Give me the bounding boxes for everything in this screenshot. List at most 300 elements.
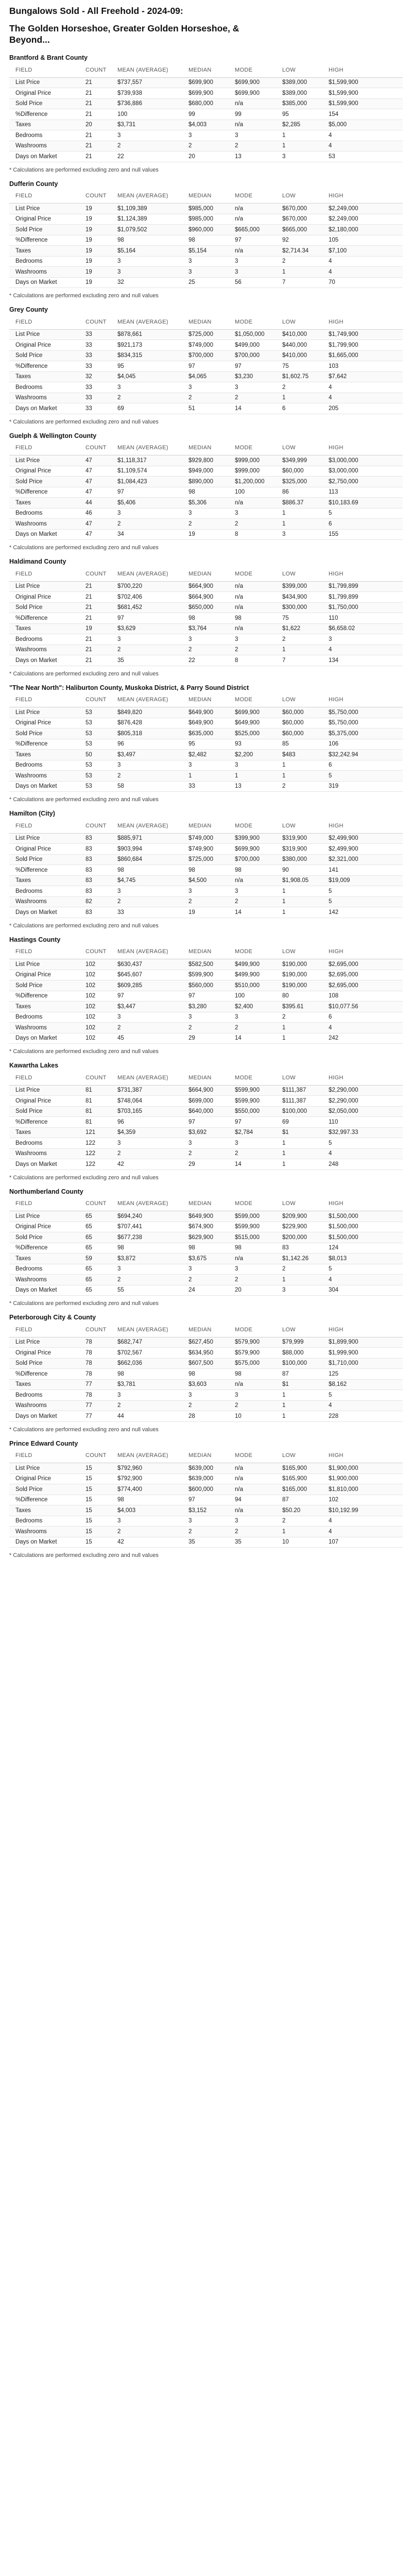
cell-median: $649,900 (182, 707, 229, 718)
cell-high: $3,000,000 (322, 466, 403, 477)
cell-mean: $860,684 (111, 854, 182, 865)
cell-mode: 8 (229, 529, 276, 540)
cell-mean: $702,406 (111, 592, 182, 603)
cell-count: 21 (79, 634, 111, 645)
cell-mode: $499,900 (229, 959, 276, 970)
column-header-low: LOW (276, 1323, 322, 1337)
column-header-median: MEDIAN (182, 567, 229, 581)
cell-low: 2 (276, 382, 322, 393)
cell-mean: 3 (111, 382, 182, 393)
cell-mode: 97 (229, 235, 276, 246)
cell-low: 69 (276, 1117, 322, 1128)
cell-mean: 2 (111, 896, 182, 907)
column-header-mean: MEAN (AVERAGE) (111, 441, 182, 455)
cell-low: 92 (276, 235, 322, 246)
cell-count: 78 (79, 1358, 111, 1369)
cell-mean: 3 (111, 634, 182, 645)
cell-mean: $1,079,502 (111, 225, 182, 235)
cell-high: 248 (322, 1159, 403, 1170)
cell-mean: $774,400 (111, 1484, 182, 1495)
cell-field: List Price (9, 1085, 79, 1096)
cell-mean: $1,084,423 (111, 477, 182, 487)
cell-mean: $1,109,389 (111, 204, 182, 214)
cell-mean: 3 (111, 130, 182, 141)
county-section (9, 432, 403, 552)
column-header-median: MEDIAN (182, 63, 229, 77)
column-header-count: COUNT (79, 1071, 111, 1085)
cell-low: 2 (276, 781, 322, 792)
cell-high: 304 (322, 1285, 403, 1296)
column-header-count: COUNT (79, 1449, 111, 1463)
cell-field: List Price (9, 455, 79, 466)
cell-field: Washrooms (9, 1527, 79, 1537)
cell-low: 1 (276, 760, 322, 771)
cell-field: Sold Price (9, 1358, 79, 1369)
cell-mean: 100 (111, 109, 182, 120)
table-row (9, 760, 403, 771)
cell-mean: 35 (111, 655, 182, 666)
cell-field: List Price (9, 1211, 79, 1222)
cell-mode: $599,000 (229, 1211, 276, 1222)
cell-low: $385,000 (276, 98, 322, 109)
column-header-mode: MODE (229, 1449, 276, 1463)
cell-mean: 3 (111, 1012, 182, 1023)
cell-low: 1 (276, 771, 322, 782)
column-header-mode: MODE (229, 189, 276, 204)
column-header-mode: MODE (229, 315, 276, 329)
cell-median: $5,154 (182, 246, 229, 257)
cell-median: 1 (182, 771, 229, 782)
column-header-high: HIGH (322, 945, 403, 959)
cell-mean: $4,003 (111, 1505, 182, 1516)
cell-mode: n/a (229, 120, 276, 130)
cell-low: $88,000 (276, 1348, 322, 1359)
stats-table (9, 1071, 403, 1170)
table-row (9, 98, 403, 109)
cell-low: $410,000 (276, 350, 322, 361)
cell-low: $380,000 (276, 854, 322, 865)
cell-field: Days on Market (9, 907, 79, 918)
table-row (9, 246, 403, 257)
cell-high: $2,290,000 (322, 1096, 403, 1107)
cell-median: $560,000 (182, 980, 229, 991)
table-row (9, 970, 403, 980)
table-row (9, 1033, 403, 1044)
county-name: Prince Edward County (9, 1439, 78, 1447)
cell-median: $985,000 (182, 214, 229, 225)
table-row (9, 1023, 403, 1033)
cell-median: 3 (182, 382, 229, 393)
cell-low: 3 (276, 1285, 322, 1296)
cell-mode: 2 (229, 1275, 276, 1285)
cell-count: 83 (79, 875, 111, 886)
table-row (9, 739, 403, 750)
cell-high: 5 (322, 896, 403, 907)
cell-low: $190,000 (276, 959, 322, 970)
cell-high: $2,290,000 (322, 1085, 403, 1096)
cell-mode: 14 (229, 1033, 276, 1044)
table-row (9, 350, 403, 361)
county-section (9, 1439, 403, 1560)
cell-mode: n/a (229, 875, 276, 886)
cell-count: 46 (79, 508, 111, 519)
cell-mode: $599,900 (229, 1085, 276, 1096)
table-row (9, 1505, 403, 1516)
cell-field: Sold Price (9, 728, 79, 739)
cell-count: 44 (79, 498, 111, 509)
cell-field: Original Price (9, 1096, 79, 1107)
column-header-median: MEDIAN (182, 1071, 229, 1085)
cell-high: $8,162 (322, 1379, 403, 1390)
footnote: * Calculations are performed excluding zero and null values (9, 1426, 159, 1433)
cell-low: $1 (276, 1127, 322, 1138)
table-row (9, 1516, 403, 1527)
cell-count: 102 (79, 1012, 111, 1023)
column-header-count: COUNT (79, 1323, 111, 1337)
cell-mean: $3,731 (111, 120, 182, 130)
table-row (9, 235, 403, 246)
cell-count: 15 (79, 1473, 111, 1484)
cell-mode: $499,900 (229, 970, 276, 980)
cell-median: 25 (182, 277, 229, 288)
table-row (9, 1358, 403, 1369)
cell-low: 2 (276, 1516, 322, 1527)
cell-count: 47 (79, 487, 111, 498)
column-header-mode: MODE (229, 819, 276, 833)
cell-count: 65 (79, 1211, 111, 1222)
cell-count: 83 (79, 833, 111, 844)
cell-high: $2,499,900 (322, 844, 403, 855)
cell-mean: $4,359 (111, 1127, 182, 1138)
cell-count: 21 (79, 88, 111, 99)
column-header-field: FIELD (9, 1323, 79, 1337)
table-row (9, 875, 403, 886)
cell-low: 2 (276, 634, 322, 645)
cell-median: 29 (182, 1159, 229, 1170)
cell-count: 78 (79, 1369, 111, 1380)
cell-high: $1,799,900 (322, 340, 403, 351)
cell-mode: $515,000 (229, 1232, 276, 1243)
cell-count: 122 (79, 1159, 111, 1170)
cell-mean: 34 (111, 529, 182, 540)
cell-low: $410,000 (276, 329, 322, 340)
cell-high: 70 (322, 277, 403, 288)
cell-high: 154 (322, 109, 403, 120)
cell-high: 5 (322, 771, 403, 782)
table-row (9, 109, 403, 120)
cell-count: 77 (79, 1411, 111, 1422)
cell-high: $1,500,000 (322, 1211, 403, 1222)
table-row (9, 907, 403, 918)
cell-low: $60,000 (276, 466, 322, 477)
cell-mode: 3 (229, 1012, 276, 1023)
cell-mean: $700,220 (111, 581, 182, 592)
cell-high: 4 (322, 1527, 403, 1537)
cell-count: 19 (79, 267, 111, 278)
cell-field: Bedrooms (9, 382, 79, 393)
cell-count: 53 (79, 739, 111, 750)
cell-mode: 98 (229, 1369, 276, 1380)
cell-mode: $649,900 (229, 718, 276, 728)
cell-field: Days on Market (9, 781, 79, 792)
cell-low: $2,285 (276, 120, 322, 130)
cell-median: $4,500 (182, 875, 229, 886)
cell-field: Bedrooms (9, 1264, 79, 1275)
cell-mode: 14 (229, 403, 276, 414)
column-header-mode: MODE (229, 1323, 276, 1337)
cell-high: $2,695,000 (322, 959, 403, 970)
column-header-high: HIGH (322, 315, 403, 329)
cell-median: 20 (182, 151, 229, 162)
cell-high: $19,009 (322, 875, 403, 886)
cell-field: Taxes (9, 1002, 79, 1012)
cell-mode: 2 (229, 896, 276, 907)
cell-mean: 69 (111, 403, 182, 414)
cell-median: 97 (182, 991, 229, 1002)
cell-low: $389,000 (276, 77, 322, 88)
cell-field: Sold Price (9, 854, 79, 865)
cell-median: 2 (182, 141, 229, 151)
cell-median: $664,900 (182, 1085, 229, 1096)
column-header-field: FIELD (9, 693, 79, 707)
table-row (9, 833, 403, 844)
cell-mean: $3,781 (111, 1379, 182, 1390)
cell-field: %Difference (9, 1117, 79, 1128)
cell-low: $200,000 (276, 1232, 322, 1243)
cell-mean: $885,971 (111, 833, 182, 844)
column-header-count: COUNT (79, 945, 111, 959)
cell-field: Sold Price (9, 602, 79, 613)
cell-median: $627,450 (182, 1337, 229, 1348)
cell-count: 122 (79, 1138, 111, 1149)
table-row (9, 1148, 403, 1159)
cell-field: Original Price (9, 1473, 79, 1484)
cell-count: 21 (79, 109, 111, 120)
cell-count: 102 (79, 980, 111, 991)
cell-low: 1 (276, 886, 322, 897)
column-header-count: COUNT (79, 819, 111, 833)
cell-low: $79,999 (276, 1337, 322, 1348)
cell-median: $3,603 (182, 1379, 229, 1390)
table-row (9, 340, 403, 351)
table-row (9, 393, 403, 403)
cell-mode: 2 (229, 1400, 276, 1411)
cell-mode: 98 (229, 613, 276, 624)
table-row (9, 120, 403, 130)
cell-low: $1,622 (276, 623, 322, 634)
county-name: Hastings County (9, 936, 61, 943)
cell-median: $4,003 (182, 120, 229, 130)
cell-mean: $645,607 (111, 970, 182, 980)
column-header-high: HIGH (322, 693, 403, 707)
cell-mean: 42 (111, 1159, 182, 1170)
cell-high: 5 (322, 886, 403, 897)
cell-field: %Difference (9, 1369, 79, 1380)
column-header-low: LOW (276, 189, 322, 204)
cell-low: $670,000 (276, 214, 322, 225)
stats-table (9, 441, 403, 540)
cell-low: $111,387 (276, 1085, 322, 1096)
cell-high: 108 (322, 991, 403, 1002)
cell-high: $8,013 (322, 1253, 403, 1264)
cell-median: $749,000 (182, 340, 229, 351)
cell-high: 5 (322, 508, 403, 519)
cell-high: 103 (322, 361, 403, 372)
cell-count: 102 (79, 1002, 111, 1012)
cell-low: 87 (276, 1369, 322, 1380)
cell-mode: n/a (229, 1463, 276, 1474)
cell-mode: $700,000 (229, 350, 276, 361)
cell-mode: n/a (229, 1505, 276, 1516)
cell-median: 98 (182, 235, 229, 246)
table-row (9, 1495, 403, 1505)
cell-low: 1 (276, 1390, 322, 1401)
footnote: * Calculations are performed excluding zero and null values (9, 1048, 159, 1055)
cell-high: 4 (322, 267, 403, 278)
column-header-high: HIGH (322, 1197, 403, 1211)
cell-mean: 2 (111, 1400, 182, 1411)
cell-median: 3 (182, 634, 229, 645)
cell-median: 2 (182, 1148, 229, 1159)
table-header-row (9, 63, 403, 77)
cell-median: $3,764 (182, 623, 229, 634)
table-row (9, 1243, 403, 1253)
cell-field: Bedrooms (9, 634, 79, 645)
cell-field: List Price (9, 1337, 79, 1348)
column-header-count: COUNT (79, 1197, 111, 1211)
cell-mean: $878,661 (111, 329, 182, 340)
column-header-median: MEDIAN (182, 693, 229, 707)
column-header-low: LOW (276, 1071, 322, 1085)
cell-mean: 98 (111, 1495, 182, 1505)
cell-median: 3 (182, 508, 229, 519)
footnote: * Calculations are performed excluding zero and null values (9, 796, 159, 803)
cell-count: 33 (79, 382, 111, 393)
cell-median: $582,500 (182, 959, 229, 970)
cell-median: $749,000 (182, 833, 229, 844)
cell-field: Days on Market (9, 1285, 79, 1296)
cell-count: 78 (79, 1337, 111, 1348)
cell-mode: 3 (229, 1516, 276, 1527)
column-header-count: COUNT (79, 567, 111, 581)
cell-median: 98 (182, 487, 229, 498)
cell-mode: n/a (229, 204, 276, 214)
cell-count: 83 (79, 907, 111, 918)
cell-mode: $665,000 (229, 225, 276, 235)
cell-median: $725,000 (182, 854, 229, 865)
cell-mean: 2 (111, 1527, 182, 1537)
cell-high: 205 (322, 403, 403, 414)
cell-low: 75 (276, 613, 322, 624)
cell-low: $1,908.05 (276, 875, 322, 886)
cell-field: Sold Price (9, 477, 79, 487)
county-name: Brantford & Brant County (9, 54, 88, 61)
table-row (9, 655, 403, 666)
cell-mean: 44 (111, 1411, 182, 1422)
cell-median: 3 (182, 267, 229, 278)
table-header-row (9, 693, 403, 707)
cell-mean: $1,109,574 (111, 466, 182, 477)
cell-low: 7 (276, 655, 322, 666)
cell-field: Bedrooms (9, 256, 79, 267)
cell-field: %Difference (9, 739, 79, 750)
table-row (9, 886, 403, 897)
cell-field: Washrooms (9, 896, 79, 907)
cell-high: $5,750,000 (322, 707, 403, 718)
cell-mode: $550,000 (229, 1106, 276, 1117)
cell-mean: 3 (111, 508, 182, 519)
table-row (9, 1473, 403, 1484)
cell-low: $190,000 (276, 970, 322, 980)
cell-field: Bedrooms (9, 1012, 79, 1023)
cell-median: 97 (182, 1117, 229, 1128)
cell-mode: 3 (229, 130, 276, 141)
cell-median: $650,000 (182, 602, 229, 613)
cell-mean: 97 (111, 613, 182, 624)
table-row (9, 130, 403, 141)
cell-count: 53 (79, 718, 111, 728)
cell-mode: n/a (229, 581, 276, 592)
table-row (9, 225, 403, 235)
cell-low: 1 (276, 1411, 322, 1422)
cell-count: 20 (79, 120, 111, 130)
cell-count: 19 (79, 225, 111, 235)
cell-mean: $805,318 (111, 728, 182, 739)
cell-low: $300,000 (276, 602, 322, 613)
cell-low: $1,142.26 (276, 1253, 322, 1264)
stats-table (9, 945, 403, 1044)
cell-field: Days on Market (9, 277, 79, 288)
cell-high: 242 (322, 1033, 403, 1044)
cell-mode: n/a (229, 602, 276, 613)
column-header-field: FIELD (9, 63, 79, 77)
column-header-field: FIELD (9, 819, 79, 833)
table-row (9, 865, 403, 876)
column-header-mean: MEAN (AVERAGE) (111, 567, 182, 581)
cell-field: Days on Market (9, 1159, 79, 1170)
cell-count: 102 (79, 1033, 111, 1044)
cell-mean: $3,447 (111, 1002, 182, 1012)
cell-median: 3 (182, 256, 229, 267)
cell-mode: n/a (229, 1484, 276, 1495)
cell-mean: 42 (111, 1537, 182, 1548)
column-header-count: COUNT (79, 189, 111, 204)
cell-field: Washrooms (9, 1023, 79, 1033)
cell-mean: $682,747 (111, 1337, 182, 1348)
cell-median: $639,000 (182, 1473, 229, 1484)
table-row (9, 277, 403, 288)
cell-low: 1 (276, 1159, 322, 1170)
cell-mean: $662,036 (111, 1358, 182, 1369)
cell-field: Sold Price (9, 350, 79, 361)
footnote: * Calculations are performed excluding zero and null values (9, 418, 159, 425)
cell-mean: $702,567 (111, 1348, 182, 1359)
cell-high: 5 (322, 1390, 403, 1401)
cell-low: 1 (276, 1148, 322, 1159)
cell-median: 35 (182, 1537, 229, 1548)
cell-mean: 2 (111, 393, 182, 403)
cell-count: 102 (79, 1023, 111, 1033)
cell-low: 1 (276, 393, 322, 403)
cell-high: 107 (322, 1537, 403, 1548)
cell-high: $5,000 (322, 120, 403, 130)
table-row (9, 1232, 403, 1243)
cell-mode: 100 (229, 487, 276, 498)
cell-low: $209,900 (276, 1211, 322, 1222)
cell-mode: $510,000 (229, 980, 276, 991)
cell-mean: 96 (111, 1117, 182, 1128)
column-header-mean: MEAN (AVERAGE) (111, 1449, 182, 1463)
